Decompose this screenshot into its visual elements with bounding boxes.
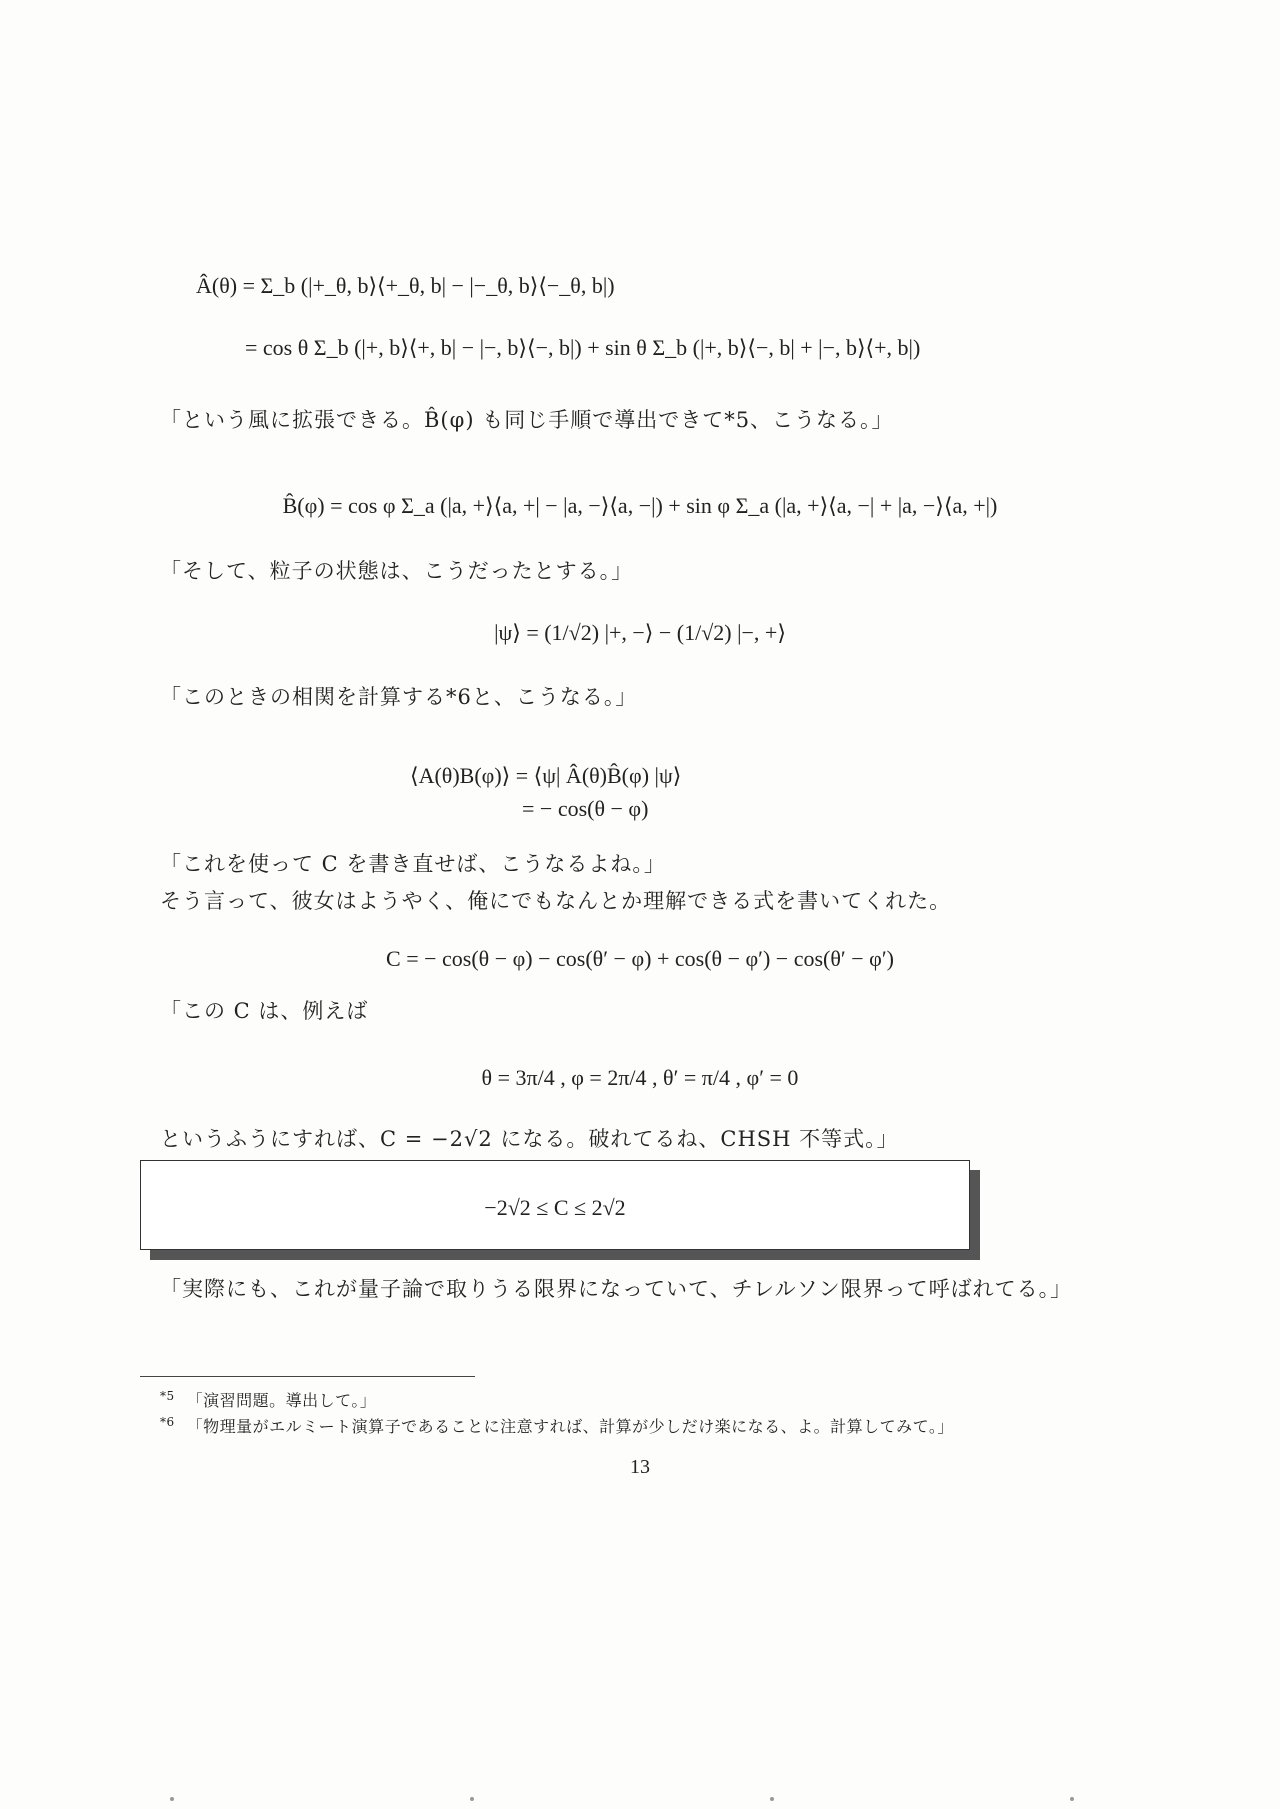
paragraph: 「という風に拡張できる。B̂(φ) も同じ手順で導出できて*5、こうなる。」: [160, 408, 894, 432]
paragraph: 「これを使って C を書き直せば、こうなるよね。」: [160, 852, 666, 876]
equation-tsirelson-bound: −2√2 ≤ C ≤ 2√2: [484, 1195, 626, 1220]
scan-speck: [170, 1797, 174, 1801]
footnote-mark: *6: [160, 1414, 175, 1429]
paragraph: 「この C は、例えば: [160, 999, 369, 1023]
page-number: 13: [630, 1456, 650, 1478]
footnote-text: 「演習問題。導出して。」: [186, 1391, 377, 1410]
equation-corr-line2: = − cos(θ − φ): [522, 796, 649, 821]
footnote-text: 「物理量がエルミート演算子であることに注意すれば、計算が少しだけ楽になる、よ。計算してみて。」: [186, 1417, 954, 1436]
equation-c: C = − cos(θ − φ) − cos(θ′ − φ) + cos(θ − φ′) − cos(θ′ − φ′): [386, 946, 894, 971]
footnote: [160, 1414, 954, 1437]
paragraph: そう言って、彼女はようやく、俺にでもなんとか理解できる式を書いてくれた。: [160, 889, 952, 913]
equation-a-line2: = cos θ Σ_b (|+, b⟩⟨+, b| − |−, b⟩⟨−, b|) + sin θ Σ_b (|+, b⟩⟨−, b| + |−, b⟩⟨+, b|): [245, 335, 921, 360]
scan-speck: [1070, 1797, 1074, 1801]
paragraph: 「そして、粒子の状態は、こうだったとする。」: [160, 559, 634, 583]
paragraph: 「実際にも、これが量子論で取りうる限界になっていて、チレルソン限界って呼ばれてる。」: [160, 1277, 1073, 1301]
footnote-mark: *5: [160, 1388, 175, 1403]
scan-speck: [470, 1797, 474, 1801]
paragraph: というふうにすれば、C = −2√2 になる。破れてるね、CHSH 不等式。」: [160, 1127, 899, 1151]
equation-a-line1: Â(θ) = Σ_b (|+_θ, b⟩⟨+_θ, b| − |−_θ, b⟩⟨−_θ, b|): [196, 273, 615, 298]
equation-b: B̂(φ) = cos φ Σ_a (|a, +⟩⟨a, +| − |a, −⟩⟨a, −|) + sin φ Σ_a (|a, +⟩⟨a, −| + |a, −⟩⟨a, +|): [282, 493, 998, 518]
footnote-divider: [140, 1376, 475, 1377]
equation-corr-line1: ⟨A(θ)B(φ)⟩ = ⟨ψ| Â(θ)B̂(φ) |ψ⟩: [410, 763, 682, 788]
paragraph: 「このときの相関を計算する*6と、こうなる。」: [160, 685, 638, 709]
footnote: [160, 1388, 376, 1411]
equation-angles: θ = 3π/4 , φ = 2π/4 , θ′ = π/4 , φ′ = 0: [481, 1065, 799, 1090]
boxed-inequality: [140, 1160, 970, 1250]
scan-speck: [770, 1797, 774, 1801]
equation-psi: |ψ⟩ = (1/√2) |+, −⟩ − (1/√2) |−, +⟩: [494, 620, 786, 645]
